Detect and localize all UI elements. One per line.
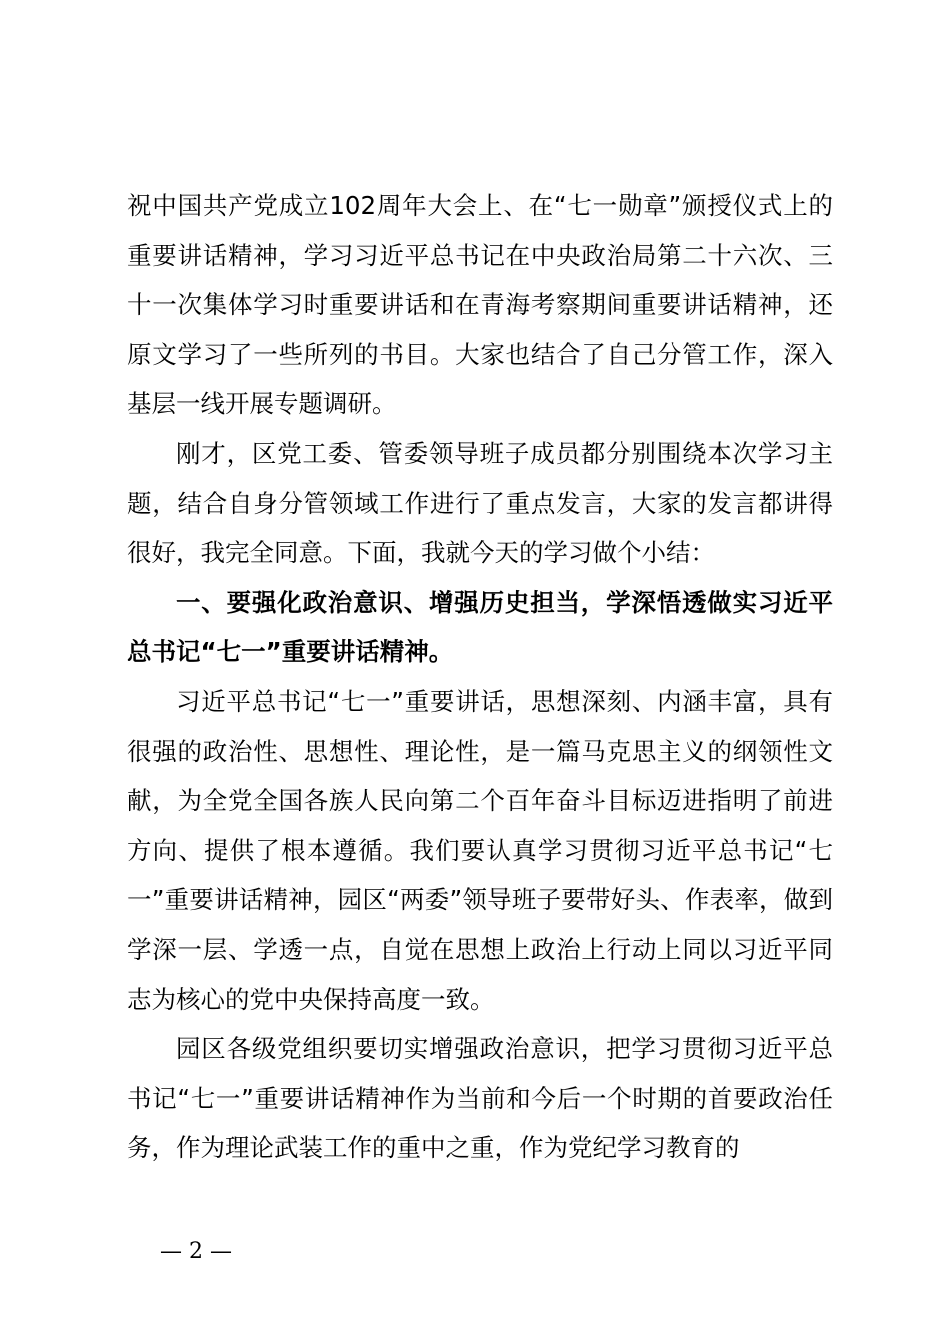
page-number: — 2 — [160,1239,232,1264]
paragraph-summary-intro: 刚才，区党工委、管委领导班子成员都分别围绕本次学习主题，结合自身分管领域工作进行了重点发言，大家的发言都讲得很好，我完全同意。下面，我就今天的学习做个小结： [127,438,833,568]
document-body [127,181,833,1173]
section-heading-one: 一、要强化政治意识、增强历史担当，学深悟透做实习近平总书记“七一”重要讲话精神。 [127,587,833,667]
paragraph-intro-continued: 祝中国共产党成立102周年大会上、在“七一勋章”颁授仪式上的重要讲话精神，学习习近平总书记在中央政治局第二十六次、三十一次集体学习时重要讲话和在青海考察期间重要讲话精神，还原文学习了一些所列的书目。大家也结合了自己分管工作，深入基层一线开展专题调研。 [127,191,833,419]
paragraph-party-organizations: 园区各级党组织要切实增强政治意识，把学习贯彻习近平总书记“七一”重要讲话精神作为当前和今后一个时期的首要政治任务，作为理论武装工作的重中之重，作为党纪学习教育的 [127,1034,833,1163]
paragraph-speech-significance: 习近平总书记“七一”重要讲话，思想深刻、内涵丰富，具有很强的政治性、思想性、理论性，是一篇马克思主义的纲领性文献，为全党全国各族人民向第二个百年奋斗目标迈进指明了前进方向、提供了根本遵循。我们要认真学习贯彻习近平总书记“七一”重要讲话精神，园区“两委”领导班子要带好头、作表率，做到学深一层、学透一点，自觉在思想上政治上行动上同以习近平同志为核心的党中央保持高度一致。 [127,686,833,1014]
